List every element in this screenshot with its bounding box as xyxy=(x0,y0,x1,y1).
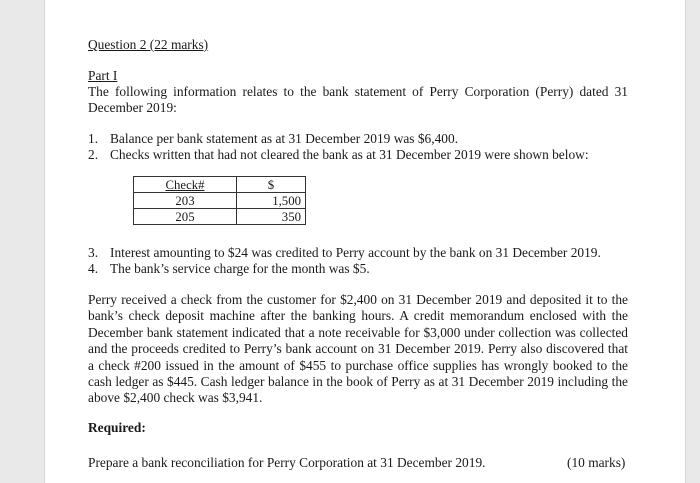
list-item-text: Checks written that had not cleared the bank as at 31 December 2019 were shown below: xyxy=(110,147,589,162)
intro-text: The following information relates to the bank statement of Perry Corporation (Perry) dated 31 December 2019: xyxy=(88,84,628,116)
list-item-text: The bank’s service charge for the month was $5. xyxy=(110,261,370,276)
list-item-number: 2. xyxy=(88,147,99,162)
list-item xyxy=(88,131,458,147)
table-cell-check-number: 205 xyxy=(134,209,237,225)
case-paragraph: Perry received a check from the customer for $2,400 on 31 December 2019 and deposited it to the bank’s check deposit machine after the banking hours. A credit memorandum enclosed with the December bank statement indicated that a note receivable for $3,000 under collection was collected and the proceeds credited to Perry’s bank account on 31 December 2019. Perry also discovered that a check #200 issued in the amount of $455 to purchase office supplies has wrongly booked to the cash ledger as $445. Cash ledger balance in the book of Perry as at 31 December 2019 including the above $2,400 check was $3,941. xyxy=(88,292,628,406)
list-item-text: Interest amounting to $24 was credited to Perry account by the bank on 31 December 2019. xyxy=(110,245,601,260)
table-header-check-number: Check# xyxy=(134,177,237,193)
table-cell-amount: 350 xyxy=(237,209,306,225)
list-item-text: Balance per bank statement as at 31 December 2019 was $6,400. xyxy=(110,131,459,146)
document-page xyxy=(44,0,686,483)
question-title: Question 2 (22 marks) xyxy=(88,37,209,52)
table-cell-check-number: 203 xyxy=(134,193,237,209)
table-row xyxy=(134,193,306,209)
list-item-number: 1. xyxy=(88,131,99,146)
list-item xyxy=(88,261,370,277)
table-cell-amount: 1,500 xyxy=(237,193,306,209)
list-item-number: 4. xyxy=(88,261,99,276)
list-item-number: 3. xyxy=(88,245,99,260)
table-header-amount: $ xyxy=(237,177,306,193)
list-item xyxy=(88,147,589,163)
part-label: Part I xyxy=(88,68,118,83)
task-marks: (10 marks) xyxy=(567,455,626,470)
outstanding-checks-table xyxy=(133,176,306,225)
task-text: Prepare a bank reconciliation for Perry Corporation at 31 December 2019. xyxy=(88,455,486,470)
table-row xyxy=(134,209,306,225)
required-label: Required: xyxy=(88,420,146,435)
list-item xyxy=(88,245,601,261)
table-header-row xyxy=(134,177,306,193)
